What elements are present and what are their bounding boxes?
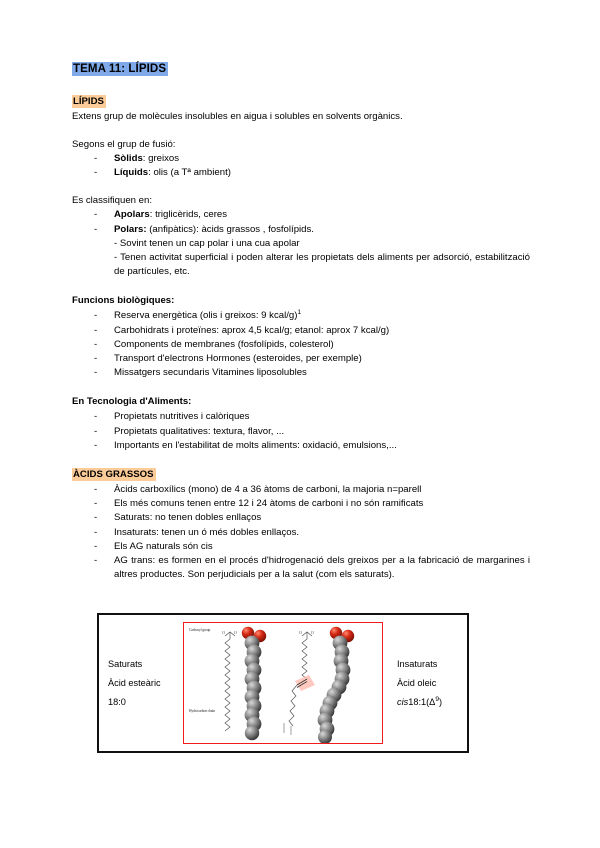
- list-item: [72, 554, 530, 582]
- spacer: [72, 124, 530, 138]
- spacer: [72, 380, 530, 395]
- dash-bullet: -: [94, 223, 98, 235]
- figure-right-line-3: [397, 693, 467, 712]
- list-item: [72, 352, 530, 366]
- section-heading-acids-grassos: [72, 468, 530, 481]
- list-item-text: Carbohidrats i proteïnes: aprox 4,5 kcal/g; etanol: aprox 7 kcal/g): [114, 324, 390, 336]
- list-item: [72, 208, 530, 222]
- list-item-text: Propietats qualitatives: textura, flavor, ...: [114, 425, 285, 437]
- list-item-text: Reserva energètica (olis i greixos: 9 kcal/g): [114, 310, 298, 322]
- list-item-text: : olis (a Tª ambient): [148, 167, 231, 179]
- dash-bullet: -: [94, 209, 98, 221]
- list-item: [72, 425, 530, 439]
- spacer: [72, 279, 530, 294]
- list-item-text: Els AG naturals són cis: [114, 540, 213, 552]
- dash-bullet: -: [94, 338, 98, 350]
- fusio-list: [72, 152, 530, 180]
- section-heading-lipids: [72, 95, 530, 108]
- hydrocarbon-chain-label: Hydrocarbon chain: [189, 709, 215, 713]
- list-item-text: Transport d'electrons Hormones (esteroides, per exemple): [114, 353, 362, 365]
- lipids-intro-paragraph: Extens grup de molècules insolubles en aigua i solubles en solvents orgànics.: [72, 111, 403, 122]
- svg-text:O: O: [311, 630, 314, 635]
- list-item: [72, 511, 530, 525]
- list-item-text: : triglicèrids, ceres: [149, 209, 228, 221]
- dash-bullet: -: [94, 512, 98, 524]
- dash-bullet: -: [94, 540, 98, 552]
- figure-right-caption: [385, 655, 467, 712]
- figure-left-line-2: Àcid esteàric: [108, 677, 161, 688]
- figure-left-line-3: 18:0: [108, 696, 126, 707]
- dash-bullet: -: [94, 439, 98, 451]
- polars-subnote-1: - Sovint tenen un cap polar i una cua apolar: [114, 237, 300, 249]
- page-title-text: TEMA 11: LÍPIDS: [73, 63, 167, 75]
- stearic-space-filling-model: [242, 627, 266, 740]
- figure-molecule-image: [183, 622, 383, 744]
- oleic-space-filling-model: [318, 627, 355, 744]
- document-content: [72, 62, 530, 582]
- list-item-text: Missatgers secundaris Vitamines liposolubles: [114, 367, 307, 379]
- list-item-term: Líquids: [114, 167, 149, 179]
- dash-bullet: -: [94, 167, 98, 179]
- fatty-acid-space-filling-models: [184, 623, 383, 744]
- stearic-skeletal-structure: [225, 632, 235, 731]
- list-item: [72, 526, 530, 540]
- list-item: [72, 309, 530, 323]
- list-item-text: : greixos: [142, 153, 180, 164]
- figure-right-line-3-rest: $18:1(\Delta^9)$: [408, 695, 443, 707]
- dash-bullet: -: [94, 153, 98, 164]
- section-heading-tecnologia: En Tecnologia d'Aliments:: [72, 396, 192, 408]
- list-item-text: Àcids carboxílics (mono) de 4 a 36 àtoms de carboni, la majoria n=parell: [114, 484, 422, 496]
- list-item-text: Components de membranes (fosfolípids, colesterol): [114, 338, 334, 350]
- section-heading-lipids-text: LÍPIDS: [73, 96, 104, 107]
- svg-text:O: O: [299, 630, 302, 635]
- list-item: [72, 410, 530, 424]
- list-item-text: AG trans: es formen en el procés d'hidrogenació dels greixos per a la fabricació de margarines i altres productes. Son perjudicials per a la salut (com els saturats).: [114, 555, 530, 581]
- page-title: [72, 62, 530, 76]
- list-item: [72, 540, 530, 554]
- figure-right-line-1: Insaturats: [397, 658, 438, 669]
- list-item: [72, 497, 530, 511]
- svg-text:O: O: [234, 630, 237, 635]
- list-item-term: Polars:: [114, 223, 147, 235]
- section-heading-acids-grassos-text: ÀCIDS GRASSOS: [73, 469, 154, 481]
- list-item: [72, 166, 530, 180]
- list-item-text: (anfipàtics): àcids grassos , fosfolípids.: [146, 223, 314, 235]
- fusio-lead: Segons el grup de fusió:: [72, 139, 176, 150]
- acids-grassos-list: [72, 483, 530, 582]
- list-item-term: Sòlids: [114, 153, 143, 164]
- list-item: [72, 439, 530, 453]
- spacer: [72, 180, 530, 194]
- list-item: [72, 483, 530, 497]
- list-item: [72, 338, 530, 352]
- list-item-text: Importants en l'estabilitat de molts aliments: oxidació, emulsions,...: [114, 439, 397, 451]
- dash-bullet: -: [94, 555, 98, 567]
- classify-list: [72, 208, 530, 236]
- carboxyl-group-label: Carboxyl group: [189, 628, 211, 632]
- dash-bullet: -: [94, 324, 98, 336]
- figure-left-caption: [99, 655, 181, 712]
- dash-bullet: -: [94, 367, 98, 379]
- spacer: [72, 453, 530, 468]
- dash-bullet: -: [94, 353, 98, 365]
- oleic-skeletal-structure: [302, 632, 312, 679]
- list-item: [72, 223, 530, 237]
- funcions-list: [72, 309, 530, 380]
- polars-subnote-2: - Tenen activitat superficial i poden alterar les propietats dels aliments per adsorció, estabilització de partícules, etc.: [114, 252, 530, 278]
- list-item-text: Propietats nutritives i calòriques: [114, 411, 250, 423]
- list-item-term: Apolars: [114, 209, 150, 221]
- dash-bullet: -: [94, 526, 98, 538]
- list-item-text: Saturats: no tenen dobles enllaços: [114, 512, 262, 524]
- list-item-text: Els més comuns tenen entre 12 i 24 àtoms de carboni i no són ramificats: [114, 498, 424, 510]
- dash-bullet: -: [94, 498, 98, 510]
- figure-left-line-1: Saturats: [108, 658, 143, 669]
- list-item: [72, 366, 530, 380]
- figure-right-line-2: Àcid oleic: [397, 677, 437, 688]
- svg-text:O: O: [222, 630, 225, 635]
- footnote-marker: 1: [297, 309, 302, 317]
- figure-saturated-unsaturated: [97, 613, 469, 753]
- figure-right-line-3-italic: cis: [397, 696, 409, 707]
- dash-bullet: -: [94, 484, 98, 496]
- dash-bullet: -: [94, 310, 98, 322]
- dash-bullet: -: [94, 411, 98, 423]
- list-item-text: Insaturats: tenen un ó més dobles enllaços.: [114, 526, 300, 538]
- list-item: [72, 324, 530, 338]
- classify-lead: Es classifiquen en:: [72, 195, 152, 207]
- dash-bullet: -: [94, 425, 98, 437]
- tecnologia-list: [72, 410, 530, 453]
- figure-outer-border: [97, 613, 469, 753]
- list-item: [72, 152, 530, 166]
- cis-double-bond-highlight: [295, 675, 315, 691]
- section-heading-funcions: Funcions biològiques:: [72, 295, 175, 307]
